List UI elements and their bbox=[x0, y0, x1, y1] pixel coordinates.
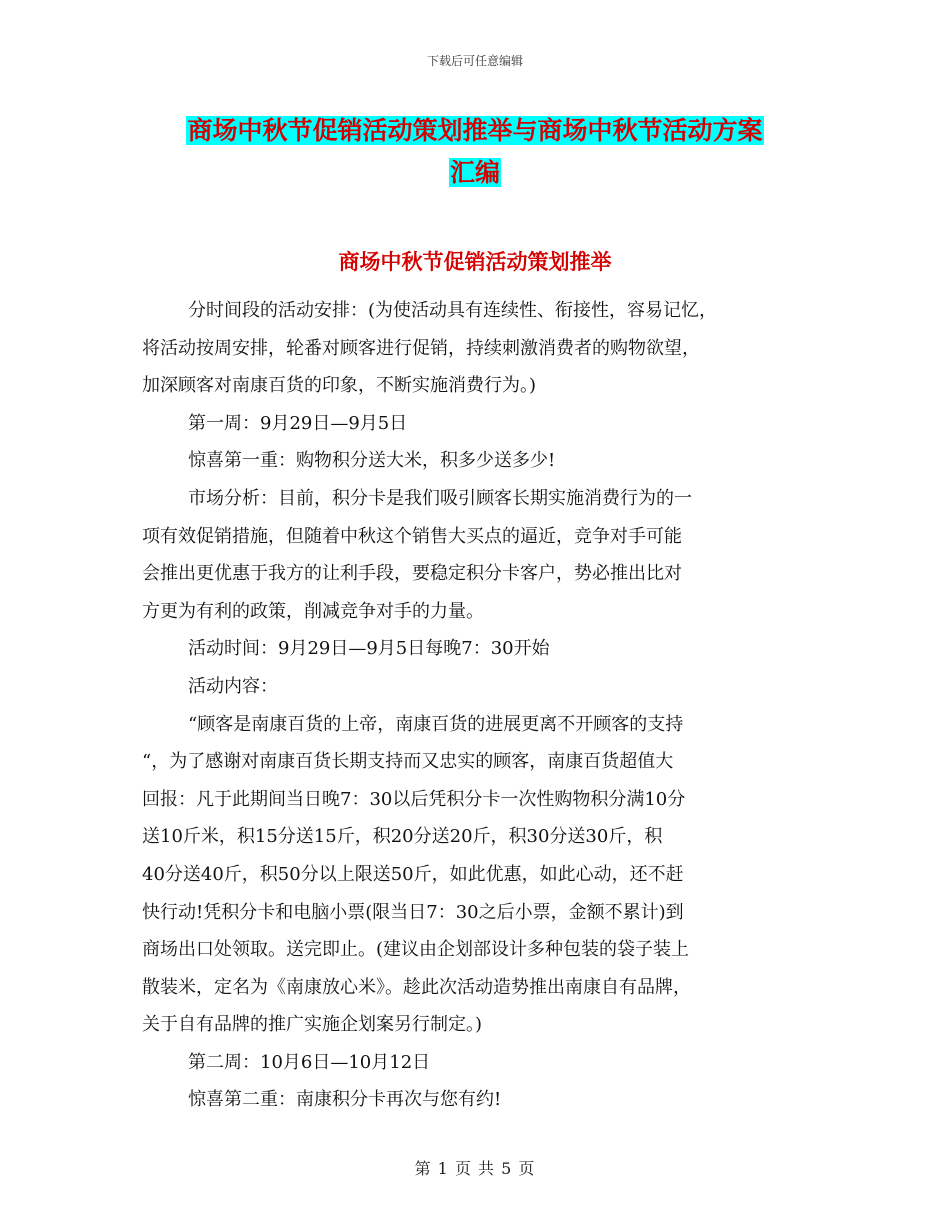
page-header-note: 下载后可任意编辑 bbox=[426, 54, 523, 68]
text-line: 分时间段的活动安排：(为使活动具有连续性、衔接性，容易记忆， bbox=[188, 300, 718, 321]
text-line: 送10斤米，积15分送15斤，积20分送20斤，积30分送30斤，积 bbox=[142, 826, 663, 848]
text-line: “，为了感谢对南康百货长期支持而又忠实的顾客，南康百货超值大 bbox=[142, 751, 674, 773]
text-line: “顾客是南康百货的上帝，南康百货的进展更离不开顾客的支持 bbox=[188, 713, 684, 735]
text-line: 散装米，定名为《南康放心米》。趁此次活动造势推出南康自有品牌， bbox=[142, 976, 691, 998]
text-line: 方更为有利的政策，削减竞争对手的力量。 bbox=[142, 600, 484, 622]
text-line: 关于自有品牌的推广实施企划案另行制定。) bbox=[142, 1014, 483, 1036]
text-line: 快行动!凭积分卡和电脑小票(限当日7：30之后小票，金额不累计)到 bbox=[142, 901, 684, 923]
text-line: 将活动按周安排，轮番对顾客进行促销，持续刺激消费者的购物欲望， bbox=[142, 337, 700, 359]
document-title-line-2 bbox=[0, 154, 950, 192]
text-line: 惊喜第一重：购物积分送大米，积多少送多少! bbox=[188, 450, 556, 472]
text-line: 惊喜第二重：南康积分卡再次与您有约! bbox=[188, 1089, 502, 1111]
page-number: 第 1 页 共 5 页 bbox=[414, 1159, 536, 1178]
text-line: 第一周：9月29日—9月5日 bbox=[188, 412, 408, 434]
text-line: 40分送40斤，积50分以上限送50斤，如此优惠，如此心动，还不赶 bbox=[142, 863, 684, 885]
text-line: 回报：凡于此期间当日晚7：30以后凭积分卡一次性购物积分满10分 bbox=[142, 788, 686, 810]
body-text bbox=[142, 292, 817, 1119]
text-line: 市场分析：目前，积分卡是我们吸引顾客长期实施消费行为的一 bbox=[188, 487, 692, 509]
text-line: 会推出更优惠于我方的让利手段，要稳定积分卡客户，势必推出比对 bbox=[142, 563, 682, 585]
text-line: 第二周：10月6日—10月12日 bbox=[188, 1051, 431, 1073]
section-title: 商场中秋节促销活动策划推举 bbox=[338, 250, 612, 274]
text-line: 活动时间：9月29日—9月5日每晚7：30开始 bbox=[188, 638, 550, 660]
document-title-line-1 bbox=[0, 112, 950, 150]
document-title-text-1: 商场中秋节促销活动策划推举与商场中秋节活动方案 bbox=[187, 116, 763, 145]
text-line: 项有效促销措施，但随着中秋这个销售大买点的逼近，竞争对手可能 bbox=[142, 525, 682, 547]
document-title-text-2: 汇编 bbox=[449, 158, 500, 187]
text-line: 商场出口处领取。送完即止。(建议由企划部设计多种包装的袋子装上 bbox=[142, 939, 690, 961]
text-line: 加深顾客对南康百货的印象，不断实施消费行为。) bbox=[142, 375, 537, 397]
text-line: 活动内容： bbox=[188, 675, 278, 697]
